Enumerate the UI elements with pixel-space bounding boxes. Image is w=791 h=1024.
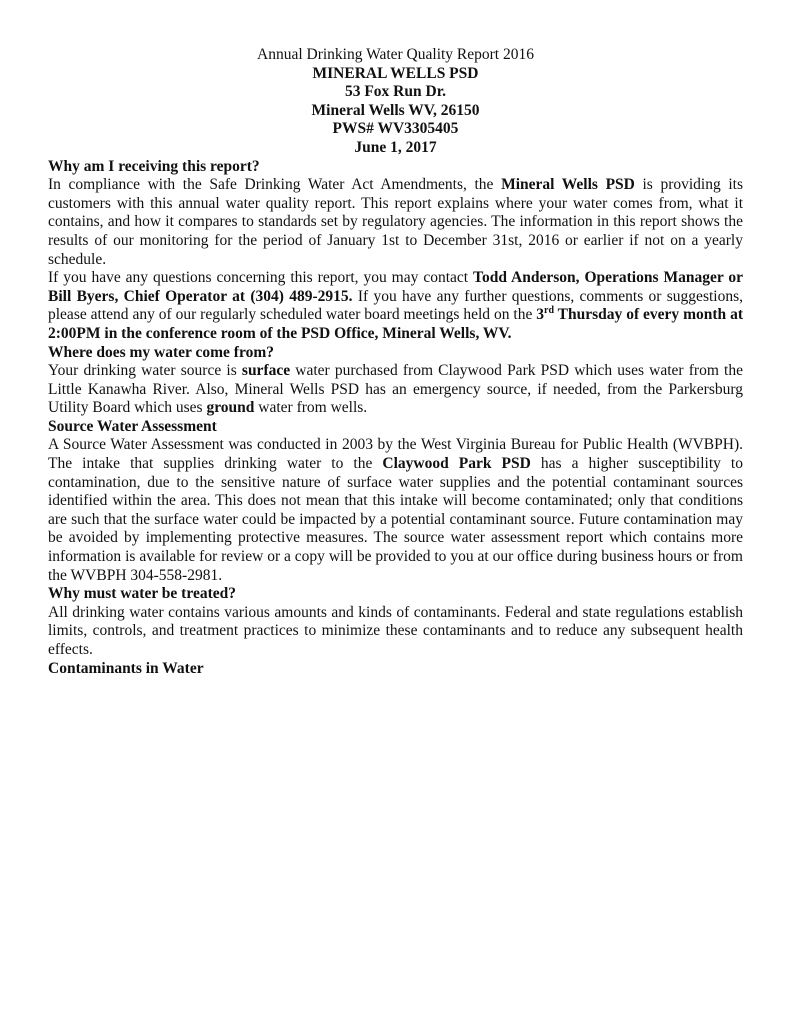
- paragraph-water-source: Your drinking water source is surface water purchased from Claywood Park PSD which uses water from the Little Kanawha River. Also, Mineral Wells PSD has an emergency source, if needed, from the Parkersburg Utility Board which uses ground water from wells.: [48, 362, 743, 417]
- paragraph-why-treated: All drinking water contains various amounts and kinds of contaminants. Federal and state regulations establish limits, controls, and treatment practices to minimize these contaminants and to reduce any subsequent health effects.: [48, 603, 743, 658]
- org-name: MINERAL WELLS PSD: [312, 64, 479, 82]
- pws-number: PWS# WV3305405: [332, 120, 459, 138]
- heading-why-treated: Why must water be treated?: [48, 585, 236, 603]
- paragraph-contact: If you have any questions concerning this report, you may contact Todd Anderson, Operations Manager or Bill Byers, Chief Operator at (304) 489-2915. If you have any further questions, comments or suggestions, please attend any of our regularly scheduled water board meetings held on the 3rd Thursday of every month at 2:00PM in the conference room of the PSD Office, Mineral Wells, WV.: [48, 269, 744, 342]
- document-header: [48, 46, 743, 158]
- heading-source-water-assessment: Source Water Assessment: [48, 417, 217, 435]
- address-street: 53 Fox Run Dr.: [344, 83, 447, 101]
- address-city: Mineral Wells WV, 26150: [311, 101, 480, 119]
- paragraph-assessment: A Source Water Assessment was conducted in 2003 by the West Virginia Bureau for Public Health (WVBPH). The intake that supplies drinking water to the Claywood Park PSD has a higher susceptibility to contamination, due to the sensitive nature of surface water supplies and the potential contaminant sources identified within the area. This does not mean that this intake will become contaminated; only that conditions are such that the surface water could be impacted by a potential contaminant source. Future contamination may be avoided by implementing protective measures. The source water assessment report which contains more information is available for review or a copy will be provided to you at our office during business hours or from the WVBPH 304-558-2981.: [48, 436, 743, 584]
- heading-why-receiving: Why am I receiving this report?: [48, 157, 260, 175]
- report-title: Annual Drinking Water Quality Report 2016: [257, 46, 534, 63]
- report-date: June 1, 2017: [354, 138, 437, 156]
- heading-contaminants: Contaminants in Water: [48, 659, 204, 677]
- paragraph-compliance: In compliance with the Safe Drinking Water Act Amendments, the Mineral Wells PSD is providing its customers with this annual water quality report. This report explains where your water comes from, what it contains, and how it compares to standards set by regulatory agencies. The information in this report shows the results of our monitoring for the period of January 1st to December 31st, 2016 or earlier if not on a yearly schedule.: [48, 176, 743, 268]
- heading-water-source: Where does my water come from?: [48, 343, 274, 361]
